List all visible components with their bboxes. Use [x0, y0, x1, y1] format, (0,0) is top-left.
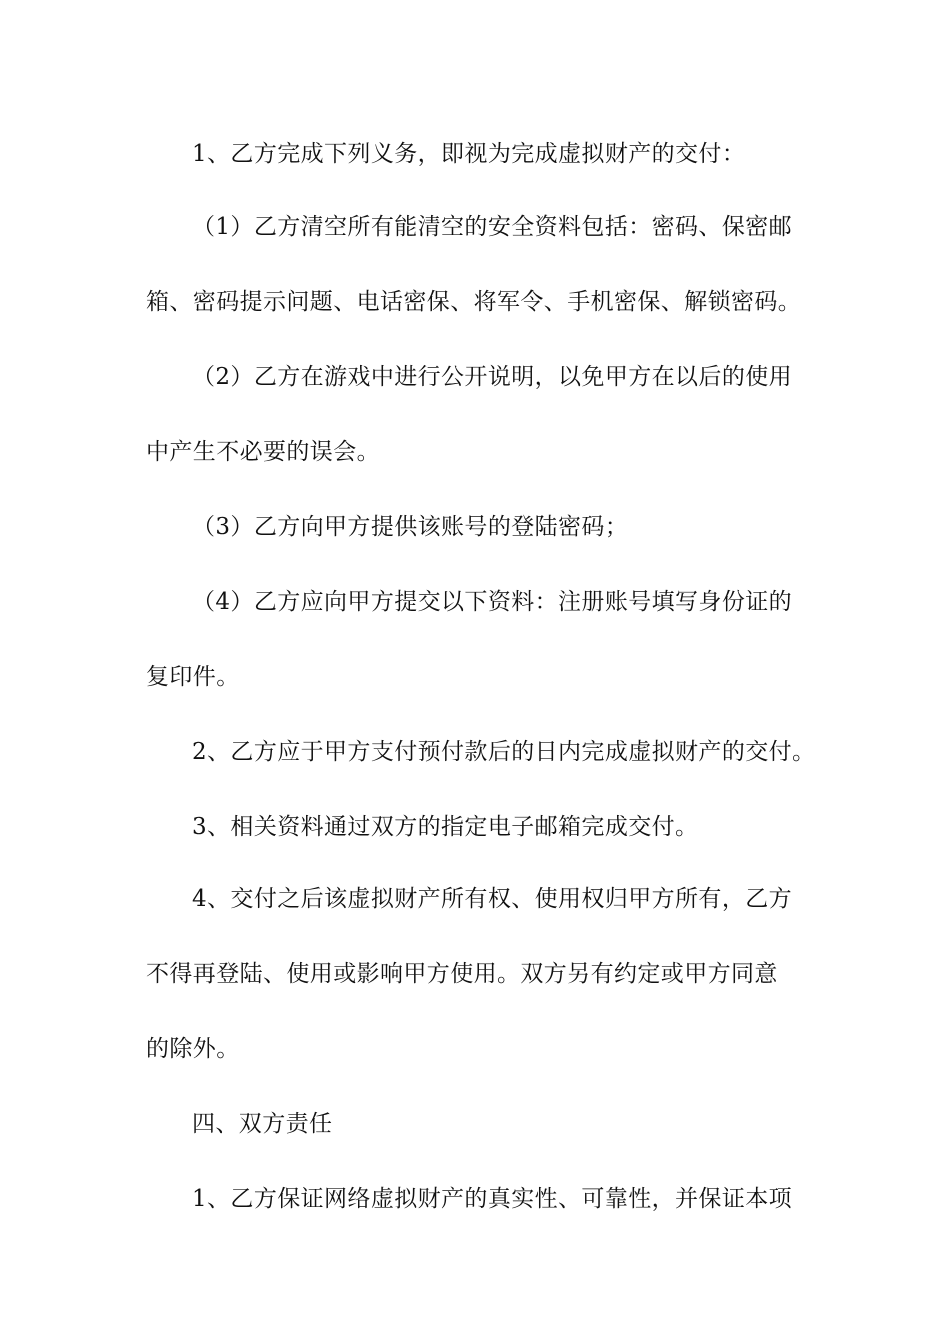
clause-4-line-3: 的除外。 — [146, 1036, 240, 1062]
responsibility-clause-1: 1、乙方保证网络虚拟财产的真实性、可靠性，并保证本项 — [192, 1186, 793, 1212]
clause-1-item-1-line-2: 箱、密码提示问题、电话密保、将军令、手机密保、解锁密码。 — [146, 289, 802, 315]
clause-1-item-2-line-2: 中产生不必要的误会。 — [146, 439, 380, 465]
clause-1-item-4-line-1: （4）乙方应向甲方提交以下资料：注册账号填写身份证的 — [192, 589, 793, 615]
clause-1-item-3: （3）乙方向甲方提供该账号的登陆密码； — [192, 514, 629, 540]
clause-1-item-4-line-2: 复印件。 — [146, 664, 240, 690]
clause-1-item-2-line-1: （2）乙方在游戏中进行公开说明，以免甲方在以后的使用 — [192, 364, 793, 390]
clause-1-item-1-line-1: （1）乙方清空所有能清空的安全资料包括：密码、保密邮 — [192, 214, 793, 240]
section-heading: 四、双方责任 — [192, 1111, 333, 1137]
clause-1-heading: 1、乙方完成下列义务，即视为完成虚拟财产的交付： — [192, 141, 746, 167]
clause-4-line-2: 不得再登陆、使用或影响甲方使用。双方另有约定或甲方同意 — [146, 961, 778, 987]
clause-2: 2、乙方应于甲方支付预付款后的日内完成虚拟财产的交付。 — [192, 739, 816, 765]
clause-3: 3、相关资料通过双方的指定电子邮箱完成交付。 — [192, 814, 699, 840]
clause-4-line-1: 4、交付之后该虚拟财产所有权、使用权归甲方所有，乙方 — [192, 886, 793, 912]
